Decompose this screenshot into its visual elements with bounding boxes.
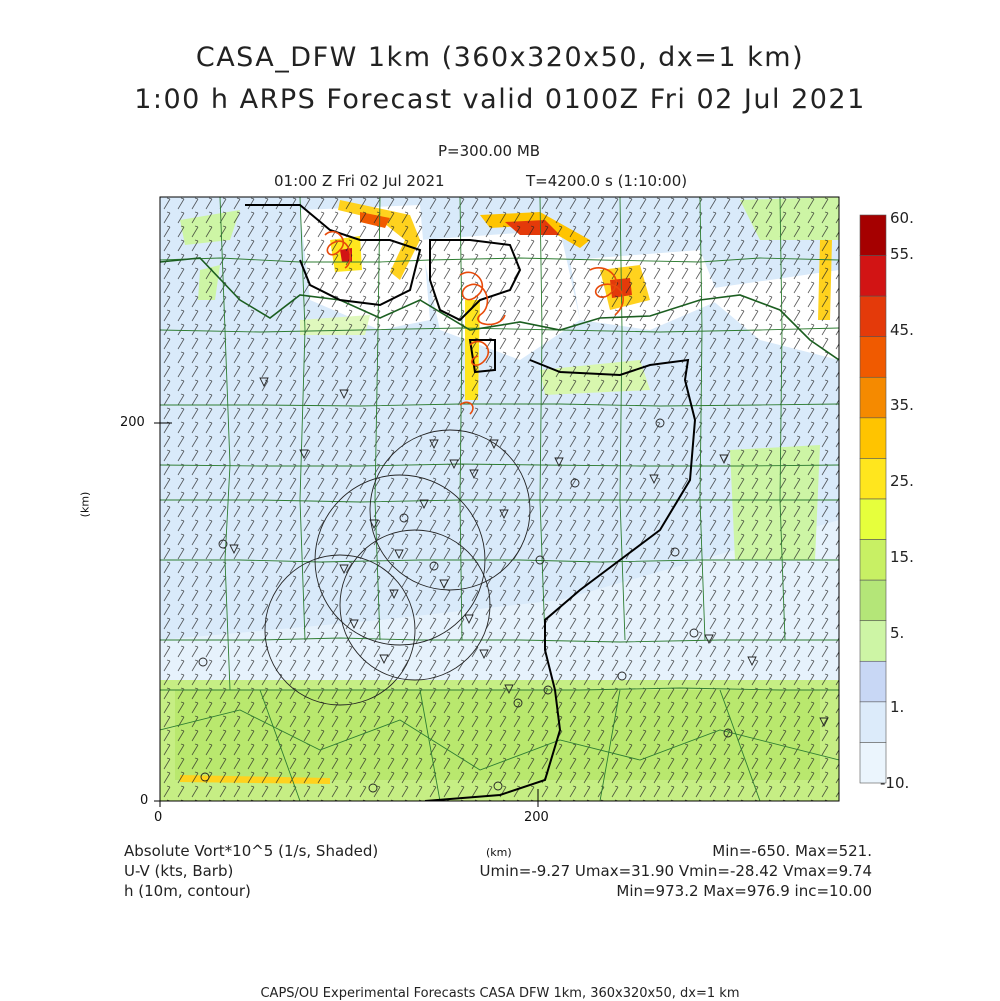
pressure-level: P=300.00 MB: [438, 142, 541, 160]
colorbar-swatch: [860, 337, 886, 378]
colorbar-label-45: 45.: [890, 321, 914, 339]
vorticity-min-max: Min=-650. Max=521.: [712, 842, 872, 860]
colorbar-label-35: 35.: [890, 396, 914, 414]
field-vorticity-label: Absolute Vort*10^5 (1/s, Shaded): [124, 842, 379, 860]
field-wind-label: U-V (kts, Barb): [124, 862, 234, 880]
colorbar-swatch: [860, 499, 886, 540]
title-line-1: CASA_DFW 1km (360x320x50, dx=1 km): [195, 42, 805, 73]
colorbar-label-15: 15.: [890, 548, 914, 566]
wind-min-max: Umin=-9.27 Umax=31.90 Vmin=-28.42 Vmax=9.74: [479, 862, 872, 880]
x-tick-200: 200: [524, 810, 549, 825]
height-min-max: Min=973.2 Max=976.9 inc=10.00: [616, 882, 872, 900]
x-axis-unit: (km): [486, 846, 512, 859]
colorbar-swatch: [860, 621, 886, 662]
footer-credit: CAPS/OU Experimental Forecasts CASA DFW 1km, 360x320x50, dx=1 km: [260, 986, 740, 1001]
colorbar-swatch: [860, 661, 886, 702]
colorbar-swatch: [860, 580, 886, 621]
x-tick-0: 0: [154, 810, 163, 825]
colorbar: [860, 215, 886, 783]
y-tick-200: 200: [120, 415, 145, 430]
colorbar-swatch: [860, 256, 886, 297]
colorbar-label-60: 60.: [890, 209, 914, 227]
colorbar-label-55: 55.: [890, 245, 914, 263]
colorbar-label-1: 1.: [890, 698, 905, 716]
colorbar-swatch: [860, 296, 886, 337]
colorbar-swatch: [860, 418, 886, 459]
title-line-2: 1:00 h ARPS Forecast valid 0100Z Fri 02 Jul 2021: [134, 84, 866, 115]
colorbar-swatch: [860, 540, 886, 581]
y-axis-unit: (km): [78, 491, 92, 518]
y-tick-0: 0: [140, 793, 149, 808]
colorbar-label-25: 25.: [890, 472, 914, 490]
colorbar-label-minus10: -10.: [880, 774, 910, 792]
forecast-seconds: T=4200.0 s (1:10:00): [526, 172, 688, 190]
colorbar-swatch: [860, 458, 886, 499]
vorticity-shading: [160, 197, 839, 801]
colorbar-swatch: [860, 215, 886, 256]
colorbar-label-5: 5.: [890, 624, 905, 642]
colorbar-swatch: [860, 377, 886, 418]
colorbar-swatch: [860, 702, 886, 743]
field-height-label: h (10m, contour): [124, 882, 251, 900]
valid-time: 01:00 Z Fri 02 Jul 2021: [274, 172, 445, 190]
